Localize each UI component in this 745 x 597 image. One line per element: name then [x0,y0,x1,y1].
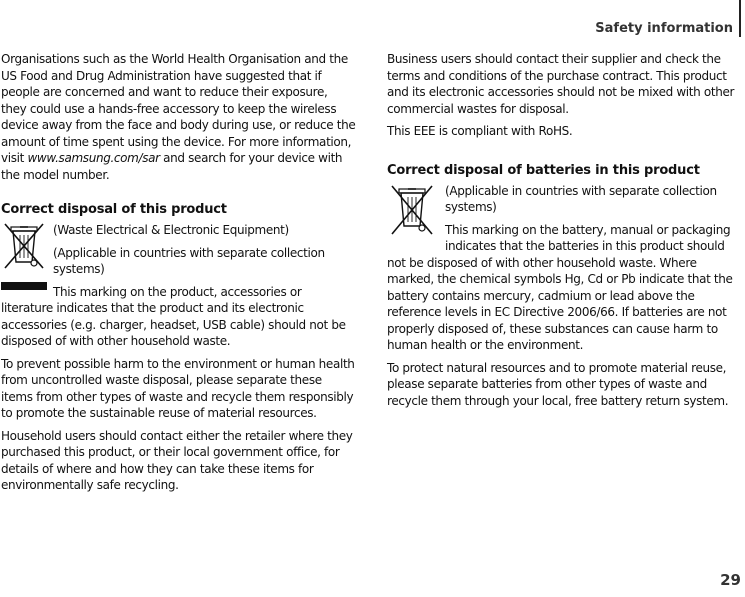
business-users-paragraph: Business users should contact their supplier and check the terms and conditions of the purchase contract. This product and its electronic accessories should not be mixed with other commercial wastes for disposal. [387,52,735,116]
household-users-paragraph: Household users should contact either the retailer where they purchased this product, or their local government office, for details of where and how they can take these items for environmentally safe recycling. [1,428,353,492]
battery-applicable: (Applicable in countries with separate collection systems) [445,183,717,214]
crossed-bin-icon [1,222,47,270]
weee-applicable: (Applicable in countries with separate collection systems) [53,245,325,276]
sar-text-start: Organisations such as the World Health Organisation and the US Food and Drug Administration have suggested that if people are concerned and want to reduce their exposure, they could use a hands-free accessory to keep the wireless device away from the face and body during use, or reduce the amount of time spent using the device. For more information, visit [1,52,356,165]
battery-block [387,183,737,354]
weee-block [1,222,356,350]
weee-symbol-bar [1,282,47,290]
weee-subtitle: (Waste Electrical & Electronic Equipment) [53,223,289,237]
sar-text-end: and search for your device with the model number. [1,151,343,182]
page-number: 29 [720,571,741,589]
header-divider [739,0,741,37]
battery-symbol [387,183,445,241]
section-title: Safety information [595,21,733,36]
crossed-bin-icon [387,183,437,237]
left-column [1,51,356,500]
weee-marking-text: This marking on the product, accessories or literature indicates that the product and its electronic accessories (e.g. charger, headset, USB cable) should not be disposed of with other household waste. [1,284,346,348]
right-column [387,51,737,415]
prevent-harm-paragraph: To prevent possible harm to the environment or human health from uncontrolled waste disposal, please separate these items from other types of waste and recycle them responsibly to promote the sustainable reuse of material resources. [1,356,355,420]
sar-paragraph [1,51,356,183]
battery-disposal-heading: Correct disposal of batteries in this product [387,162,700,178]
weee-symbol [1,222,53,290]
samsung-sar-link[interactable]: www.samsung.com/sar [27,151,160,165]
protect-resources-paragraph: To protect natural resources and to promote material reuse, please separate batteries from other types of waste and recycle them through your local, free battery return system. [387,360,729,408]
battery-marking-text: This marking on the battery, manual or packaging indicates that the batteries in this product should not be disposed of with other household waste. Where marked, the chemical symbols Hg, Cd or Pb indicate that the battery contains mercury, cadmium or lead above the reference levels in EC Directive 2006/66. If batteries are not properly disposed of, these substances can cause harm to human health or the environment. [387,222,733,352]
rohs-statement: This EEE is compliant with RoHS. [387,124,573,138]
product-disposal-heading: Correct disposal of this product [1,202,227,217]
